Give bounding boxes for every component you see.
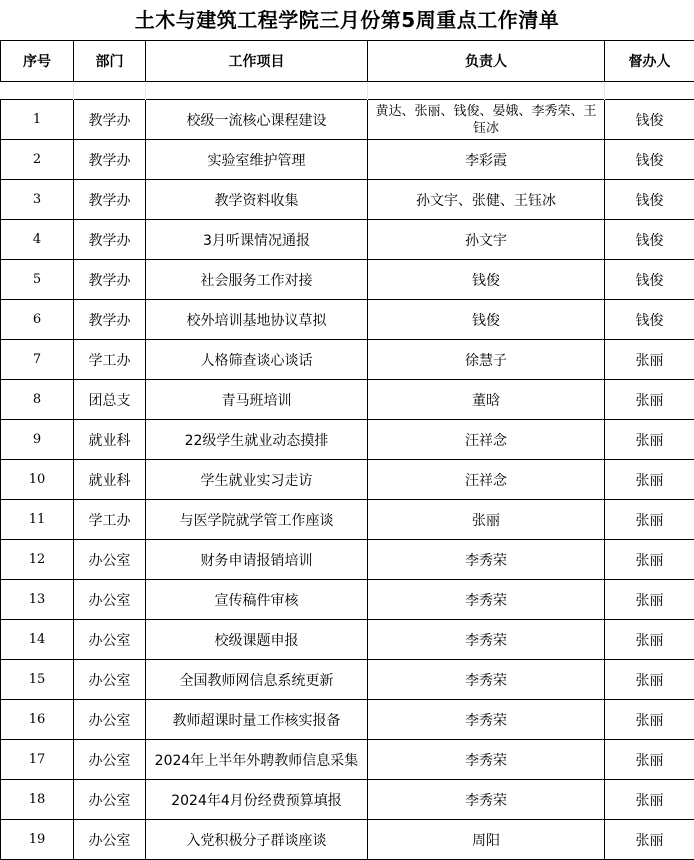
header-item: 工作项目	[146, 41, 368, 82]
cell-no: 19	[1, 820, 74, 860]
cell-dept: 教学办	[74, 300, 146, 340]
header-row	[1, 41, 694, 82]
cell-dept: 教学办	[74, 220, 146, 260]
cell-dept: 学工办	[74, 340, 146, 380]
cell-no: 11	[1, 500, 74, 540]
cell-owner: 黄达、张丽、钱俊、晏娥、李秀荣、王钰冰	[368, 100, 605, 140]
header-dept: 部门	[74, 41, 146, 82]
cell-supervisor: 张丽	[605, 660, 694, 700]
cell-item: 校级一流核心课程建设	[146, 100, 368, 140]
cell-owner: 李彩霞	[368, 140, 605, 180]
cell-supervisor: 钱俊	[605, 180, 694, 220]
cell-owner: 李秀荣	[368, 580, 605, 620]
cell-dept: 教学办	[74, 260, 146, 300]
header-owner: 负责人	[368, 41, 605, 82]
cell-owner: 钱俊	[368, 300, 605, 340]
cell-supervisor: 钱俊	[605, 300, 694, 340]
cell-item: 全国教师网信息系统更新	[146, 660, 368, 700]
cell-supervisor: 张丽	[605, 820, 694, 860]
cell-supervisor: 钱俊	[605, 100, 694, 140]
cell-supervisor: 张丽	[605, 700, 694, 740]
cell-dept: 学工办	[74, 500, 146, 540]
cell-item: 与医学院就学管工作座谈	[146, 500, 368, 540]
page-title: 土木与建筑工程学院三月份第5周重点工作清单	[0, 0, 694, 40]
cell-dept: 教学办	[74, 100, 146, 140]
table-row	[1, 380, 694, 420]
cell-dept: 教学办	[74, 180, 146, 220]
cell-item: 宣传稿件审核	[146, 580, 368, 620]
table-row	[1, 820, 694, 860]
spacer-row	[1, 82, 694, 100]
cell-supervisor: 钱俊	[605, 140, 694, 180]
cell-no: 6	[1, 300, 74, 340]
cell-dept: 办公室	[74, 780, 146, 820]
work-list-table	[0, 40, 694, 860]
table-row	[1, 180, 694, 220]
cell-supervisor: 张丽	[605, 780, 694, 820]
cell-dept: 办公室	[74, 540, 146, 580]
cell-dept: 教学办	[74, 140, 146, 180]
cell-supervisor: 钱俊	[605, 220, 694, 260]
cell-item: 22级学生就业动态摸排	[146, 420, 368, 460]
cell-dept: 就业科	[74, 460, 146, 500]
table-row	[1, 660, 694, 700]
table-row	[1, 220, 694, 260]
cell-supervisor: 张丽	[605, 460, 694, 500]
cell-item: 实验室维护管理	[146, 140, 368, 180]
cell-item: 校外培训基地协议草拟	[146, 300, 368, 340]
header-no: 序号	[1, 41, 74, 82]
cell-item: 财务申请报销培训	[146, 540, 368, 580]
cell-no: 2	[1, 140, 74, 180]
table-row	[1, 340, 694, 380]
cell-item: 教学资料收集	[146, 180, 368, 220]
cell-no: 10	[1, 460, 74, 500]
cell-supervisor: 张丽	[605, 580, 694, 620]
cell-no: 4	[1, 220, 74, 260]
cell-owner: 张丽	[368, 500, 605, 540]
cell-dept: 办公室	[74, 660, 146, 700]
cell-no: 14	[1, 620, 74, 660]
table-row	[1, 100, 694, 140]
table-row	[1, 700, 694, 740]
cell-owner: 钱俊	[368, 260, 605, 300]
cell-item: 青马班培训	[146, 380, 368, 420]
cell-owner: 李秀荣	[368, 540, 605, 580]
cell-supervisor: 张丽	[605, 380, 694, 420]
cell-no: 12	[1, 540, 74, 580]
cell-item: 人格筛查谈心谈话	[146, 340, 368, 380]
table-row	[1, 460, 694, 500]
cell-no: 13	[1, 580, 74, 620]
table-row	[1, 500, 694, 540]
cell-dept: 办公室	[74, 580, 146, 620]
cell-owner: 李秀荣	[368, 740, 605, 780]
cell-owner: 李秀荣	[368, 700, 605, 740]
cell-no: 7	[1, 340, 74, 380]
cell-owner: 孙文宇	[368, 220, 605, 260]
cell-no: 3	[1, 180, 74, 220]
cell-supervisor: 张丽	[605, 620, 694, 660]
cell-dept: 办公室	[74, 620, 146, 660]
cell-no: 9	[1, 420, 74, 460]
cell-no: 1	[1, 100, 74, 140]
table-row	[1, 780, 694, 820]
table-row	[1, 740, 694, 780]
cell-dept: 办公室	[74, 700, 146, 740]
cell-owner: 李秀荣	[368, 620, 605, 660]
cell-no: 8	[1, 380, 74, 420]
cell-supervisor: 钱俊	[605, 260, 694, 300]
cell-owner: 董晗	[368, 380, 605, 420]
table-row	[1, 620, 694, 660]
cell-dept: 办公室	[74, 820, 146, 860]
cell-owner: 汪祥念	[368, 420, 605, 460]
cell-item: 2024年上半年外聘教师信息采集	[146, 740, 368, 780]
cell-item: 学生就业实习走访	[146, 460, 368, 500]
cell-dept: 团总支	[74, 380, 146, 420]
cell-item: 社会服务工作对接	[146, 260, 368, 300]
cell-owner: 周阳	[368, 820, 605, 860]
cell-supervisor: 张丽	[605, 420, 694, 460]
table-row	[1, 140, 694, 180]
cell-item: 2024年4月份经费预算填报	[146, 780, 368, 820]
cell-dept: 就业科	[74, 420, 146, 460]
cell-owner: 汪祥念	[368, 460, 605, 500]
cell-item: 教师超课时量工作核实报备	[146, 700, 368, 740]
cell-no: 18	[1, 780, 74, 820]
cell-no: 16	[1, 700, 74, 740]
header-supervisor: 督办人	[605, 41, 694, 82]
table-row	[1, 300, 694, 340]
cell-supervisor: 张丽	[605, 340, 694, 380]
cell-owner: 徐慧子	[368, 340, 605, 380]
table-row	[1, 420, 694, 460]
table-row	[1, 580, 694, 620]
cell-item: 入党积极分子群谈座谈	[146, 820, 368, 860]
cell-supervisor: 张丽	[605, 500, 694, 540]
cell-no: 5	[1, 260, 74, 300]
cell-supervisor: 张丽	[605, 540, 694, 580]
cell-item: 校级课题申报	[146, 620, 368, 660]
cell-no: 17	[1, 740, 74, 780]
cell-dept: 办公室	[74, 740, 146, 780]
cell-owner: 李秀荣	[368, 660, 605, 700]
table-body	[1, 100, 694, 860]
table-row	[1, 260, 694, 300]
cell-owner: 李秀荣	[368, 780, 605, 820]
cell-supervisor: 张丽	[605, 740, 694, 780]
cell-no: 15	[1, 660, 74, 700]
cell-owner: 孙文宇、张健、王钰冰	[368, 180, 605, 220]
table-row	[1, 540, 694, 580]
cell-item: 3月听课情况通报	[146, 220, 368, 260]
